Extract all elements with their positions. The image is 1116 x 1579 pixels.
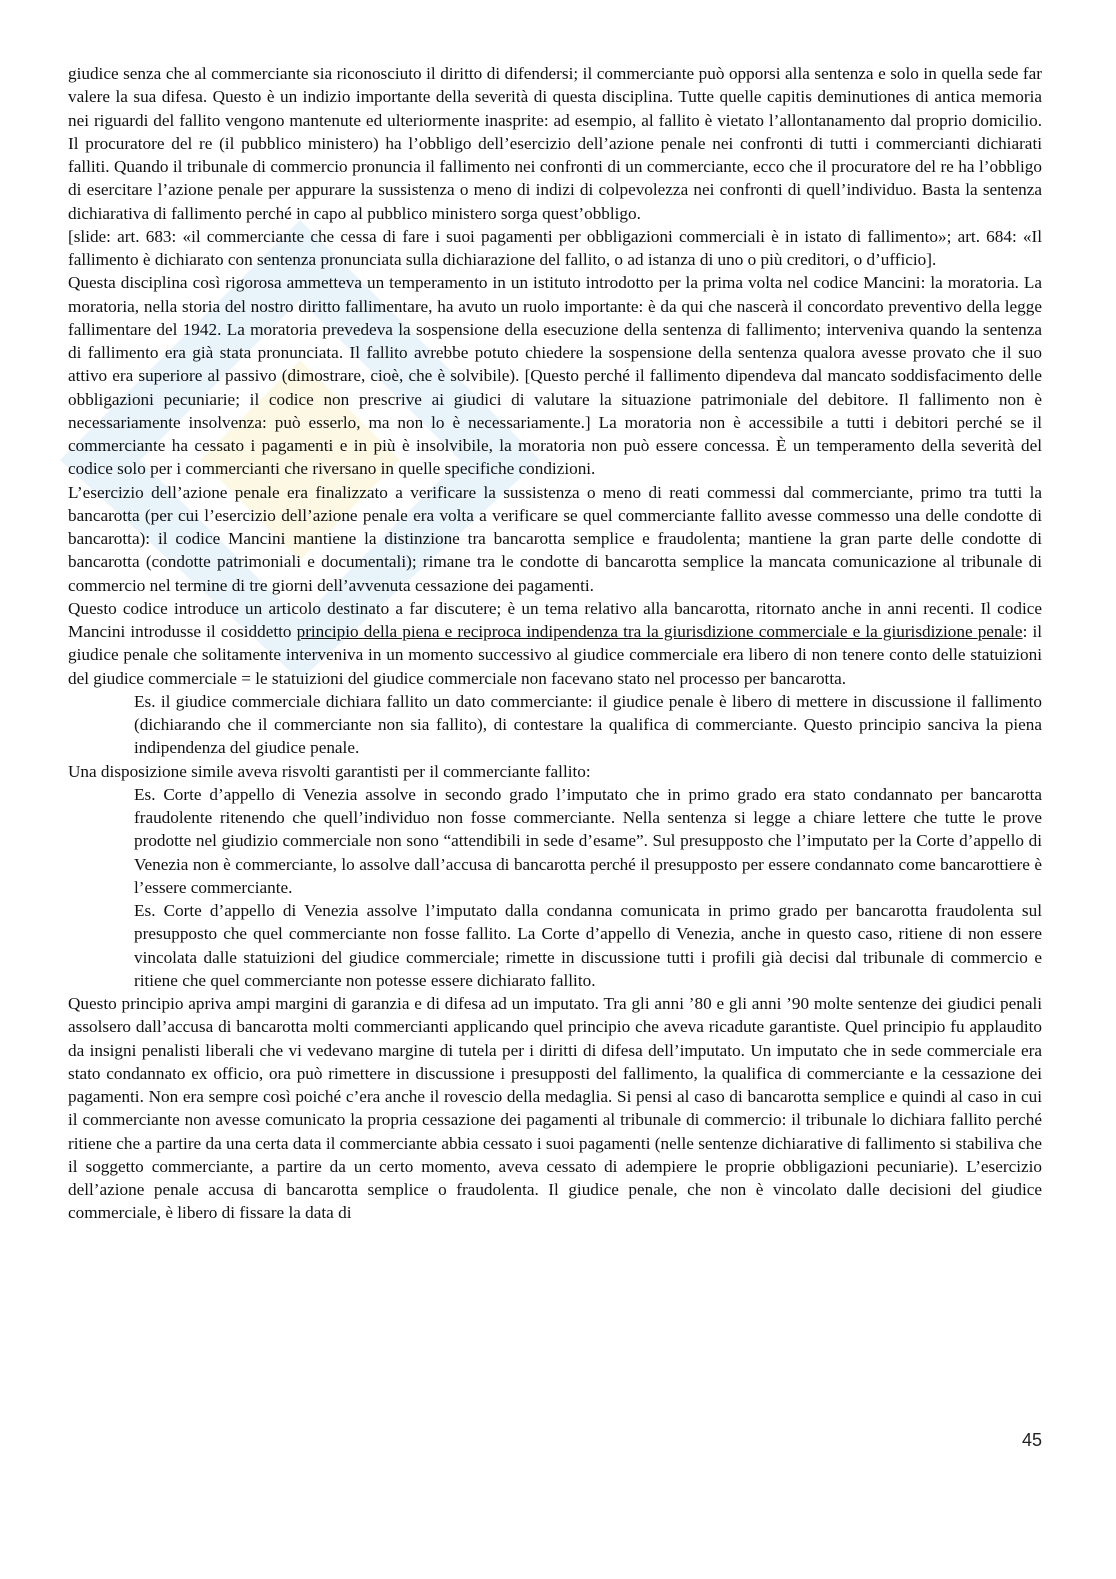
document-page xyxy=(68,62,1042,1225)
principle-text-after: : il giudice penale che solitamente interveniva in un momento successivo al giudice commerciale era libero di non tenere conto delle statuizioni del giudice commerciale = le statuizioni del giudice commerciale non facevano stato nel processo per bancarotta. xyxy=(68,622,1043,688)
example-commercial-judge: Es. il giudice commerciale dichiara fallito un dato commerciante: il giudice penale è libero di mettere in discussione il fallimento (dichiarando che il commerciante non sia fallito), di contestare la qualifica di commerciante. Questo principio sanciva la piena indipendenza del giudice penale. xyxy=(134,691,1042,758)
paragraph-independence-principle xyxy=(68,597,1042,690)
paragraph-slide-articles: [slide: art. 683: «il commerciante che cessa di fare i suoi pagamenti per obbligazioni commerciali è in istato di fallimento»; art. 684: «Il fallimento è dichiarato con sentenza pronunciata sulla dichiarazione del fallito, o ad istanza di uno o più creditori, o d’ufficio]. xyxy=(68,226,1042,269)
example-venice-court-1: Es. Corte d’appello di Venezia assolve in secondo grado l’imputato che in primo grado era stato condannato per bancarotta fraudolente ritenendo che quell’individuo non fosse commerciante. Nella sentenza si legge a chiare lettere che tutte le prove prodotte nel giudizio commerciale non sono “attendibili in sede d’esame”. Sul presupposto che l’imputato per la Corte d’appello di Venezia non è commerciante, lo assolve dall’accusa di bancarotta perché il presupposto per essere condannato come bancarottiere è l’essere commerciante. xyxy=(134,784,1042,897)
example-venice-court-2: Es. Corte d’appello di Venezia assolve l’imputato dalla condanna comunicata in primo grado per bancarotta fraudolenta sul presupposto che quel commerciante non fosse fallito. La Corte d’appello di Venezia, anche in questo caso, ritiene di non essere vincolata dalle statuizioni del giudice commerciale; rimette in discussione tutti i profili già decisi dal tribunale di commercio e ritiene che quel commerciante non potesse essere dichiarato fallito. xyxy=(134,901,1042,990)
paragraph-moratoria: Questa disciplina così rigorosa ammetteva un temperamento in un istituto introdotto per la prima volta nel codice Mancini: la moratoria. La moratoria, nella storia del nostro diritto fallimentare, ha avuto un ruolo importante: è da qui che nascerà il concordato preventivo della legge fallimentare del 1942. La moratoria prevedeva la sospensione della esecuzione della sentenza di fallimento; interveniva quando la sentenza di fallimento era già stata pronunciata. Il fallito avrebbe potuto chiedere la sospensione della sentenza qualora avesse provato che il suo attivo era superiore al passivo (dimostrare, cioè, che è solvibile). [Questo perché il fallimento dipendeva dal mancato soddisfacimento delle obbligazioni pecuniarie; il codice non prescrive ai giudici di valutare la situazione patrimoniale del debitore. Il fallimento non è necessariamente insolvenza: può esserlo, ma non lo è necessariamente.] La moratoria non è accessibile a tutti i debitori perché se il commerciante ha cessato i pagamenti e in più è insolvibile, la moratoria non può essere concessa. È un temperamento della severità del codice solo per i commercianti che riversano in quelle specifiche condizioni. xyxy=(68,273,1042,479)
page-number: 45 xyxy=(1021,1430,1042,1450)
principle-text-before: Questo codice introduce un articolo destinato a far discutere; è un tema relativo alla bancarotta, ritornato anche in anni recenti. Il codice Mancini introdusse il cosiddetto xyxy=(68,598,1042,641)
paragraph-judge-opposition: giudice senza che al commerciante sia riconosciuto il diritto di difendersi; il commerciante può opporsi alla sentenza e solo in quella sede far valere la sua difesa. Questo è un indizio importante della severità di questa disciplina. Tutte quelle capitis deminutiones di antica memoria nei riguardi del fallito vengono mantenute ed ulteriormente inasprite: ad esempio, al fallito è vietato l’allontanamento dal proprio domicilio. Il procuratore del re (il pubblico ministero) ha l’obbligo dell’esercizio dell’azione penale nei confronti di tutti i commercianti dichiarati falliti. Quando il tribunale di commercio pronuncia il fallimento nei confronti di un commerciante, ecco che il procuratore del re ha l’obbligo di esercitare l’azione penale per appurare la sussistenza o meno di indizi di colpevolezza nei confronti di quell’individuo. Basta la sentenza dichiarativa di fallimento perché in capo al pubblico ministero sorga quest’obbligo. xyxy=(68,64,1042,223)
paragraph-penal-action: L’esercizio dell’azione penale era finalizzato a verificare la sussistenza o meno di reati commessi dal commerciante, primo tra tutti la bancarotta (per cui l’esercizio dell’azione penale era volta a verificare se quel commerciante fallito avesse commesso una delle condotte di bancarotta): il codice Mancini mantiene la distinzione tra bancarotta semplice e fraudolenta; mantiene la gran parte delle condotte di bancarotta (condotte patrimoniali e documentali); rimane tra le condotte di bancarotta semplice la mancata comunicazione al tribunale di commercio nel termine di tre giorni dell’avvenuta cessazione dei pagamenti. xyxy=(68,482,1042,595)
paragraph-guarantees-intro: Una disposizione simile aveva risvolti garantisti per il commerciante fallito: xyxy=(68,761,591,781)
paragraph-closing: Questo principio apriva ampi margini di garanzia e di difesa ad un imputato. Tra gli anni ’80 e gli anni ’90 molte sentenze dei giudici penali assolsero dall’accusa di bancarotta molti commercianti applicando quel principio che aveva ricadute garantiste. Quel principio fu applaudito da insigni penalisti liberali che vi vedevano margine di tutela per i diritti di difesa dell’imputato. Un imputato che in sede commerciale era stato condannato ex officio, ora può rimettere in discussione i presupposti del fallimento, la qualifica di commerciante e la cessazione dei pagamenti. Non era sempre così poiché c’era anche il rovescio della medaglia. Si pensi al caso di bancarotta semplice e quindi al caso in cui il commerciante non avesse comunicato la propria cessazione dei pagamenti al tribunale di commercio: il tribunale lo dichiara fallito perché ritiene che a partire da una certa data il commerciante abbia cessato i suoi pagamenti (nelle sentenze dichiarative di fallimento si stabiliva che il soggetto commerciante, a partire da un certo momento, aveva cessato di adempiere le proprie obbligazioni pecuniarie). L’esercizio dell’azione penale accusa di bancarotta semplice o fraudolenta. Il giudice penale, che non è vincolato dalle decisioni del giudice commerciale, è libero di fissare la data di xyxy=(68,994,1042,1223)
principle-underlined-text: principio della piena e reciproca indipendenza tra la giurisdizione commerciale e la giurisdizione penale xyxy=(296,622,1023,641)
